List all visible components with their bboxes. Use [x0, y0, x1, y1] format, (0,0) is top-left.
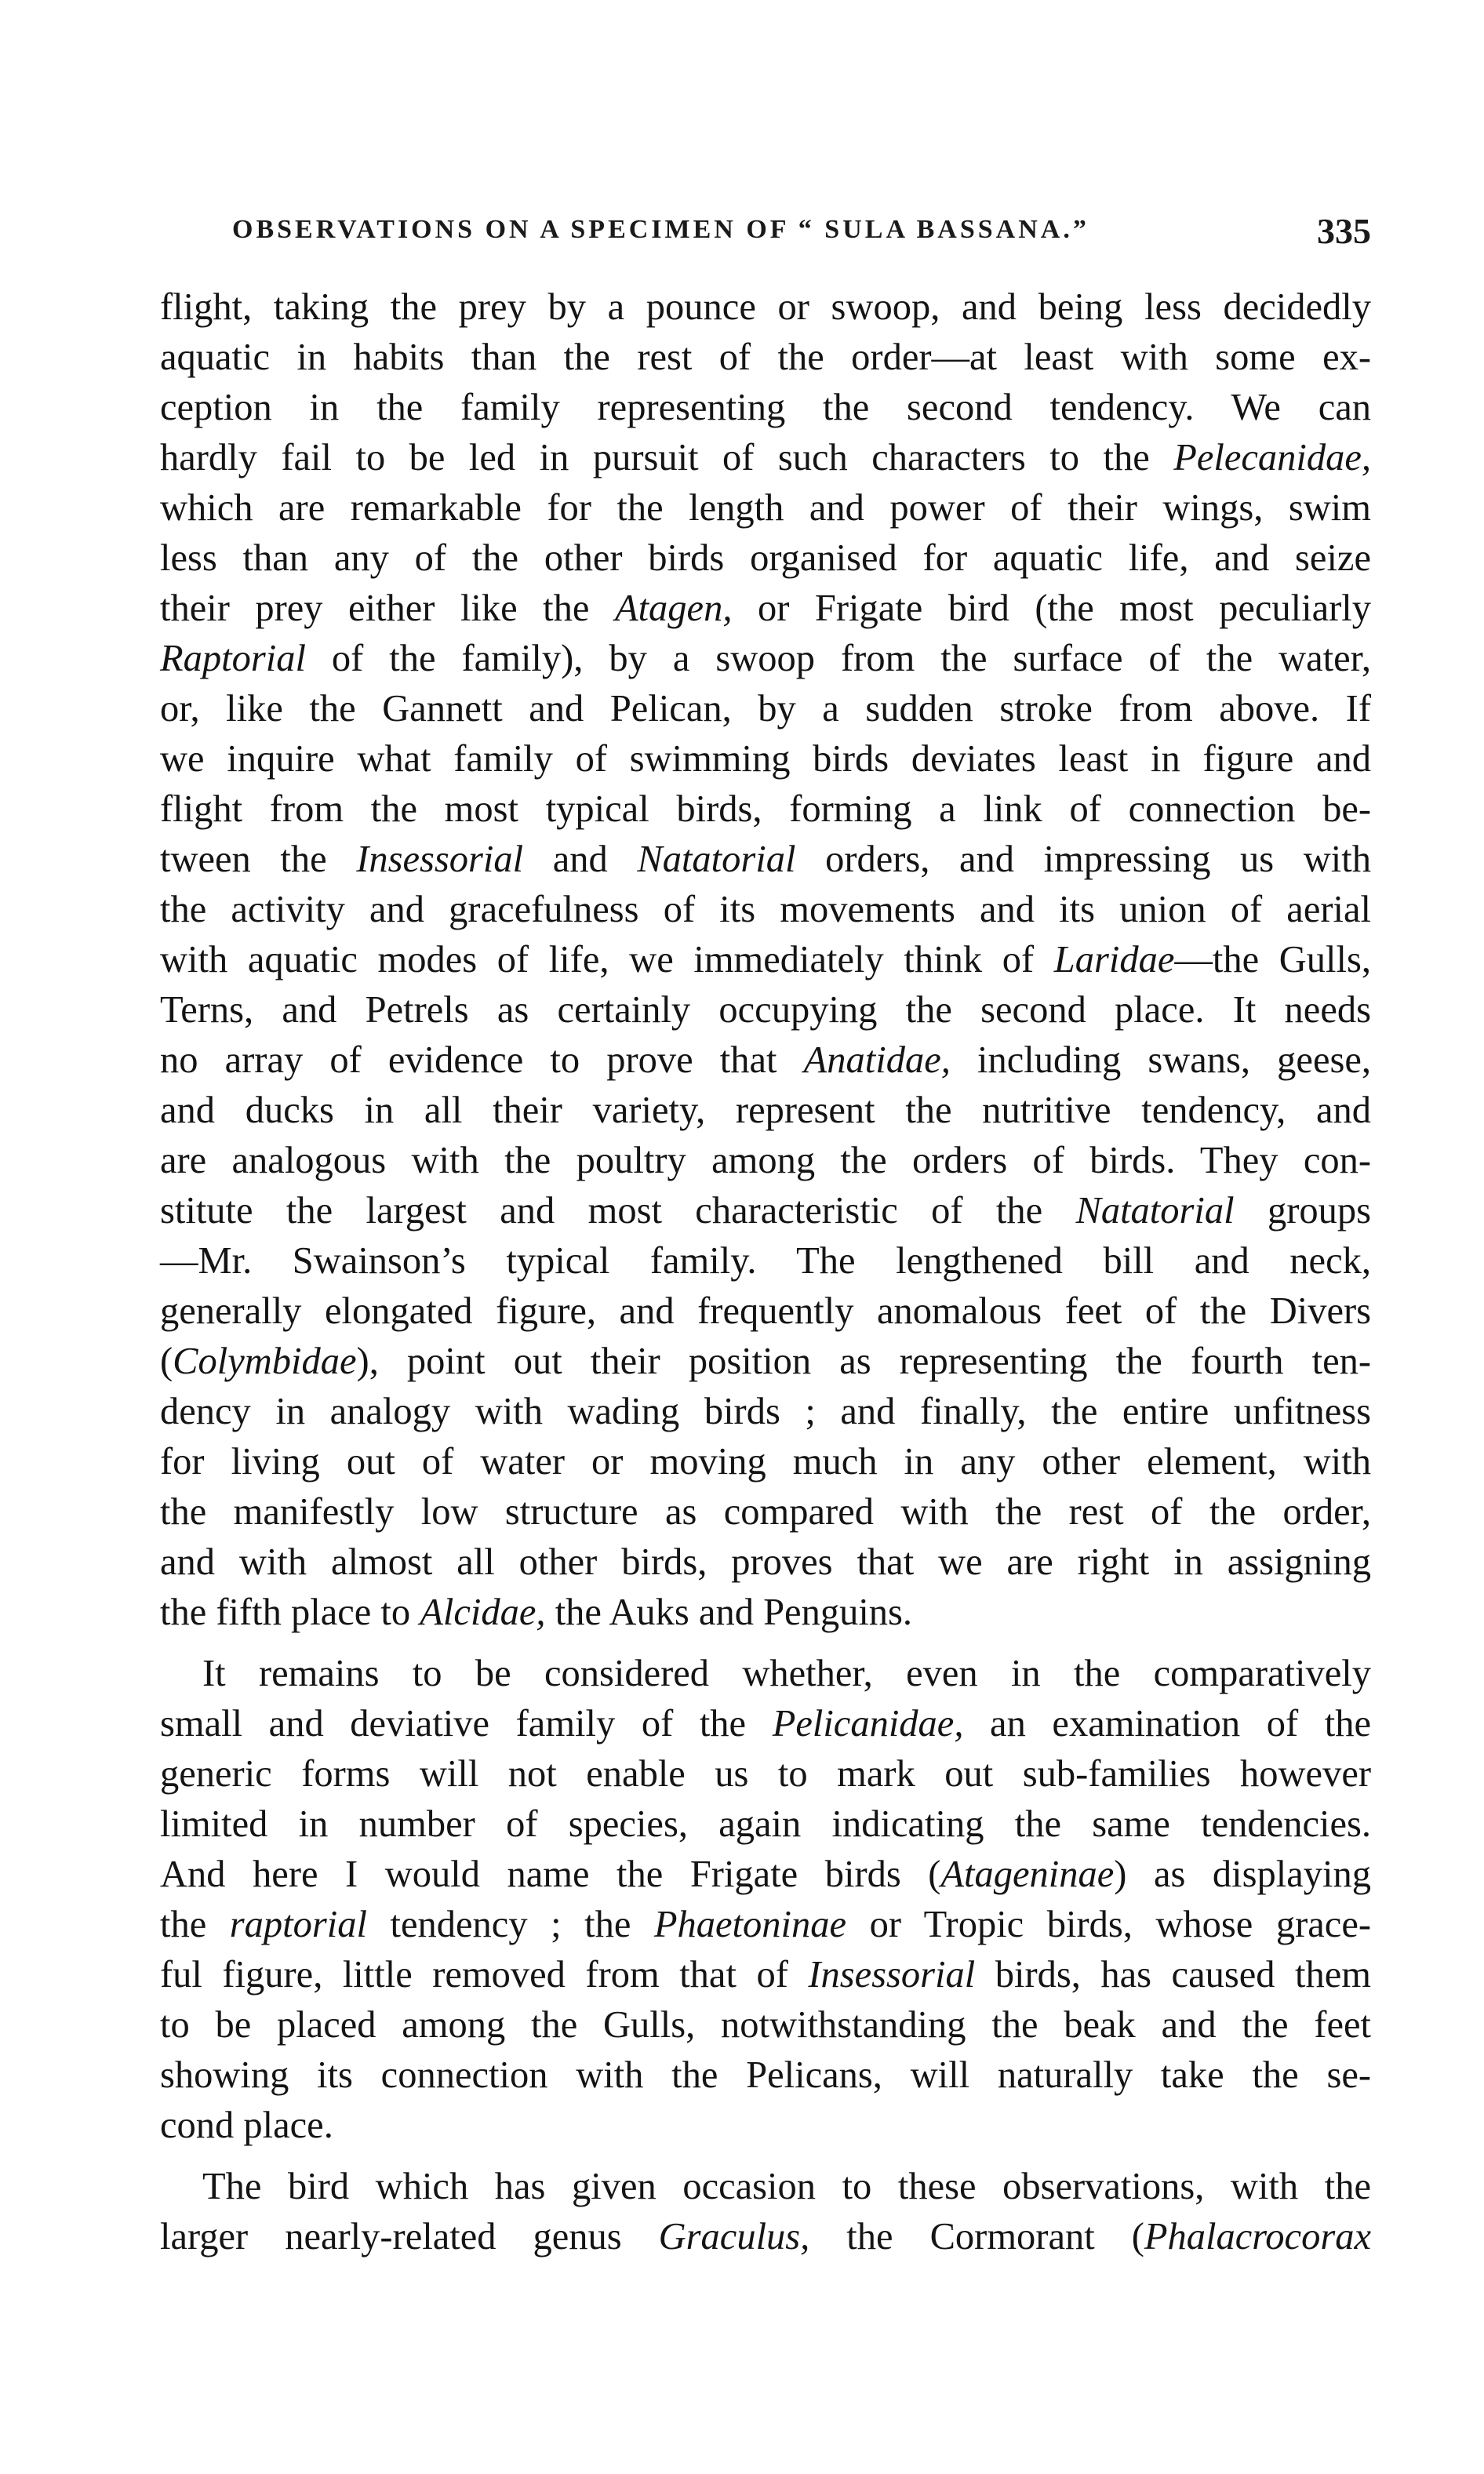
italic-text: Anatidae, [803, 1039, 951, 1081]
text-line [160, 333, 1371, 383]
text-line [160, 835, 1371, 885]
text-line [160, 1799, 1371, 1850]
text-line [160, 282, 1371, 333]
italic-text: Pelicanidae, [772, 1703, 964, 1745]
italic-text: Alcidae, [420, 1592, 546, 1633]
paragraph-gap [160, 2151, 1371, 2162]
text-segment: ) as displaying [1114, 1854, 1371, 1895]
text-segment: ful figure, little removed from that of [160, 1954, 809, 1996]
text-segment: the activity and gracefulness of its movements and its union of aerial [160, 889, 1371, 930]
italic-text: Laridae [1053, 939, 1175, 981]
italic-text: Atagen, [614, 588, 733, 629]
text-segment: Terns, and Petrels as certainly occupying the second place. It needs [160, 989, 1371, 1031]
text-segment: dency in analogy with wading birds ; and finally, the entire unfitness [160, 1391, 1371, 1432]
text-segment: limited in number of species, again indicating the same tendencies. [160, 1803, 1371, 1845]
text-segment: showing its connection with the Pelicans, will naturally take the se- [160, 2054, 1371, 2096]
text-segment: orders, and impressing us with [795, 839, 1371, 880]
text-line [160, 734, 1371, 784]
text-line [160, 1749, 1371, 1799]
italic-text: Colymbidae [173, 1341, 357, 1382]
text-line [160, 935, 1371, 985]
text-line [160, 1086, 1371, 1136]
text-line [160, 383, 1371, 433]
italic-text: Atageninae [940, 1854, 1115, 1895]
text-line [160, 1537, 1371, 1588]
text-line [160, 533, 1371, 584]
text-segment: stitute the largest and most characteristic of the [160, 1190, 1076, 1232]
text-line [160, 2101, 1371, 2151]
running-title: OBSERVATIONS ON A SPECIMEN OF “ SULA BASSANA.” [232, 215, 1089, 244]
text-segment: hardly fail to be led in pursuit of such characters to the [160, 437, 1174, 478]
text-line [160, 1649, 1371, 1699]
text-segment: the manifestly low structure as compared with the rest of the order, [160, 1491, 1371, 1533]
text-segment: generic forms will not enable us to mark out sub-families however [160, 1753, 1371, 1795]
text-line [160, 634, 1371, 684]
text-line [160, 483, 1371, 533]
text-line [160, 1387, 1371, 1437]
text-segment: for living out of water or moving much in any other element, with [160, 1441, 1371, 1483]
italic-text: Insessorial [808, 1954, 976, 1996]
text-segment: we inquire what family of swimming birds deviates least in figure and [160, 738, 1371, 780]
italic-text: Insessorial [356, 839, 524, 880]
text-line [160, 1699, 1371, 1749]
italic-text: Graculus, [658, 2216, 810, 2258]
text-line [160, 885, 1371, 935]
text-segment: The bird which has given occasion to these observations, with the [202, 2166, 1371, 2207]
text-line [160, 684, 1371, 734]
text-line [160, 1487, 1371, 1537]
text-segment: generally elongated figure, and frequently anomalous feet of the Divers [160, 1290, 1371, 1332]
text-segment: ( [160, 1341, 173, 1382]
text-segment: and with almost all other birds, proves that we are right in assigning [160, 1541, 1371, 1583]
italic-text: Pelecanidae, [1173, 437, 1371, 478]
text-segment: flight from the most typical birds, forming a link of connection be- [160, 788, 1371, 830]
text-segment: the [160, 1904, 230, 1945]
text-segment: less than any of the other birds organised for aquatic life, and seize [160, 537, 1371, 579]
text-segment: their prey either like the [160, 588, 615, 629]
text-line [160, 2000, 1371, 2050]
text-segment: ), point out their position as representing the fourth ten- [356, 1341, 1371, 1382]
text-segment: or, like the Gannett and Pelican, by a sudden stroke from above. If [160, 688, 1371, 729]
text-segment: no array of evidence to prove that [160, 1039, 804, 1081]
text-segment: and ducks in all their variety, represent the nutritive tendency, and [160, 1090, 1371, 1131]
text-segment: birds, has caused them [975, 1954, 1371, 1996]
text-line [160, 2050, 1371, 2101]
text-line [160, 1236, 1371, 1286]
text-line [160, 1136, 1371, 1186]
body-text [160, 282, 1371, 2262]
text-segment: to be placed among the Gulls, notwithstanding the beak and the feet [160, 2004, 1371, 2046]
text-segment: and [523, 839, 638, 880]
text-segment: including swans, geese, [950, 1039, 1371, 1081]
text-segment: larger nearly-related genus [160, 2216, 659, 2258]
italic-text: raptorial [229, 1904, 367, 1945]
italic-text: Phalacrocorax [1144, 2216, 1371, 2258]
page-number: 335 [1317, 211, 1371, 251]
text-line [160, 784, 1371, 835]
text-line [160, 1286, 1371, 1337]
text-segment: are analogous with the poultry among the orders of birds. They con- [160, 1140, 1371, 1181]
text-segment: tween the [160, 839, 357, 880]
text-line [160, 1950, 1371, 2000]
italic-text: Natatorial [1075, 1190, 1235, 1232]
text-segment: the fifth place to [160, 1592, 420, 1633]
text-line [160, 1850, 1371, 1900]
text-line [160, 1588, 1371, 1638]
text-segment: the Cormorant ( [809, 2216, 1144, 2258]
text-segment: with aquatic modes of life, we immediately think of [160, 939, 1054, 981]
paragraph [160, 2162, 1371, 2262]
text-segment: —the Gulls, [1174, 939, 1371, 981]
text-line [160, 2212, 1371, 2262]
text-segment: or Tropic birds, whose grace- [846, 1904, 1371, 1945]
paragraph [160, 282, 1371, 1638]
text-segment: small and deviative family of the [160, 1703, 773, 1745]
text-segment: or Frigate bird (the most peculiarly [732, 588, 1371, 629]
text-segment: an examination of the [963, 1703, 1371, 1745]
text-segment: the Auks and Penguins. [545, 1592, 913, 1633]
text-segment: of the family), by a swoop from the surface of the water, [305, 638, 1371, 679]
text-line [160, 584, 1371, 634]
text-line [160, 1186, 1371, 1236]
text-line [160, 1900, 1371, 1950]
paragraph-gap [160, 1638, 1371, 1649]
text-line [160, 1437, 1371, 1487]
text-segment: —Mr. Swainson’s typical family. The lengthened bill and neck, [160, 1240, 1371, 1282]
running-head [232, 210, 1371, 260]
italic-text: Phaetoninae [653, 1904, 847, 1945]
text-segment: And here I would name the Frigate birds ( [160, 1854, 941, 1895]
text-line [160, 1337, 1371, 1387]
text-segment: groups [1234, 1190, 1371, 1232]
italic-text: Natatorial [637, 839, 796, 880]
text-line [160, 985, 1371, 1035]
text-segment: aquatic in habits than the rest of the order—at least with some ex- [160, 337, 1371, 378]
italic-text: Raptorial [160, 638, 306, 679]
paragraph [160, 1649, 1371, 2151]
text-line [160, 2162, 1371, 2212]
text-segment: ception in the family representing the second tendency. We can [160, 387, 1371, 428]
text-line [160, 433, 1371, 483]
text-segment: flight, taking the prey by a pounce or swoop, and being less decidedly [160, 286, 1371, 328]
text-line [160, 1035, 1371, 1086]
text-segment: It remains to be considered whether, even in the comparatively [202, 1653, 1371, 1694]
text-segment: cond place. [160, 2105, 333, 2146]
text-segment: tendency ; the [366, 1904, 654, 1945]
text-segment: which are remarkable for the length and power of their wings, swim [160, 487, 1371, 529]
